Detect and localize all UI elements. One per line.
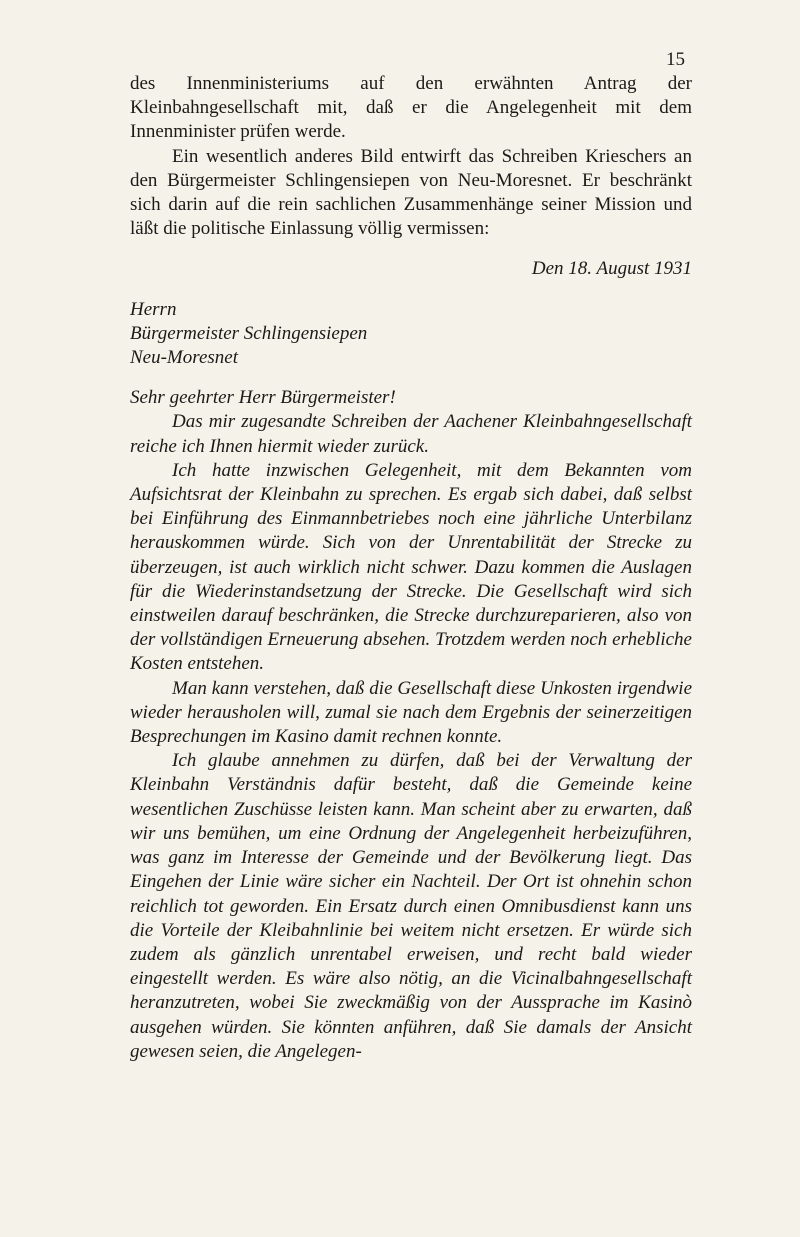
intro-paragraph-1: des Innenministeriums auf den erwähnten Antrag der Kleinbahngesellschaft mit, daß er die Angelegenheit mit dem Innenminister prüfen werde. (130, 73, 692, 143)
letter-address (130, 298, 692, 371)
letter-paragraph-4: Ich glaube annehmen zu dürfen, daß bei der Verwaltung der Kleinbahn Verständnis dafür besteht, daß die Gemeinde keine wesentlichen Zuschüsse leisten kann. Man scheint aber zu erwarten, daß wir uns bemühen, um eine Ordnung der Angelegenheit herbeizuführen, was ganz im Interesse der Gemeinde und der Bevölkerung liegt. Das Eingehen der Linie wäre sicher ein Nachteil. Der Ort ist ohnehin schon reichlich tot geworden. Ein Ersatz durch einen Omnibusdienst kann uns die Vorteile der Kleibahnlinie bei weitem nicht ersetzen. Er würde sich zudem als gänzlich unrentabel erweisen, und recht bald wieder eingestellt werden. Es wäre also nötig, an die Vicinalbahngesellschaft heranzutreten, wobei Sie zweckmäßig von der Aussprache im Kasinò ausgehen würden. Sie könnten anführen, daß Sie damals der Ansicht gewesen seien, die Angelegen- (130, 750, 692, 1062)
letter-paragraph-3: Man kann verstehen, daß die Gesellschaft diese Unkosten irgendwie wieder herausholen will, zumal sie nach dem Ergebnis der seinerzeitigen Besprechungen im Kasino damit rechnen konnte. (130, 677, 692, 748)
address-line-3: Neu-Moresnet (130, 347, 238, 369)
letter-paragraph-1: Das mir zugesandte Schreiben der Aachener Kleinbahngesellschaft reiche ich Ihnen hiermit wieder zurück. (130, 411, 692, 457)
intro-paragraph-2: Ein wesentlich anderes Bild entwirft das Schreiben Krieschers an den Bürgermeister Schlingensiepen von Neu-Moresnet. Er beschränkt sich darin auf die rein sachlichen Zusammenhänge seiner Mission und läßt die politische Einlassung völlig vermissen: (130, 145, 692, 240)
address-line-1: Herrn (130, 298, 177, 320)
letter-salutation: Sehr geehrter Herr Bürgermeister! (130, 387, 396, 409)
body-text (130, 72, 692, 1064)
quoted-letter (130, 257, 692, 1064)
address-line-2: Bürgermeister Schlingensiepen (130, 322, 368, 344)
letter-paragraph-2: Ich hatte inzwischen Gelegenheit, mit dem Bekannten vom Aufsichtsrat der Kleinbahn zu sprechen. Es ergab sich dabei, daß selbst bei Einführung des Einmannbetriebes noch eine jährliche Unterbilanz herauskommen würde. Sich von der Unrentabilität der Strecke zu überzeugen, ist auch wirklich nicht schwer. Dazu kommen die Auslagen für die Wiederinstandsetzung der Strecke. Die Gesellschaft wird sich einstweilen darauf beschränken, die Strecke durchzureparieren, also von der vollständigen Erneuerung absehen. Trotzdem werden noch erhebliche Kosten entstehen. (130, 459, 692, 675)
letter-date: Den 18. August 1931 (531, 258, 692, 280)
page-number: 15 (666, 49, 685, 70)
